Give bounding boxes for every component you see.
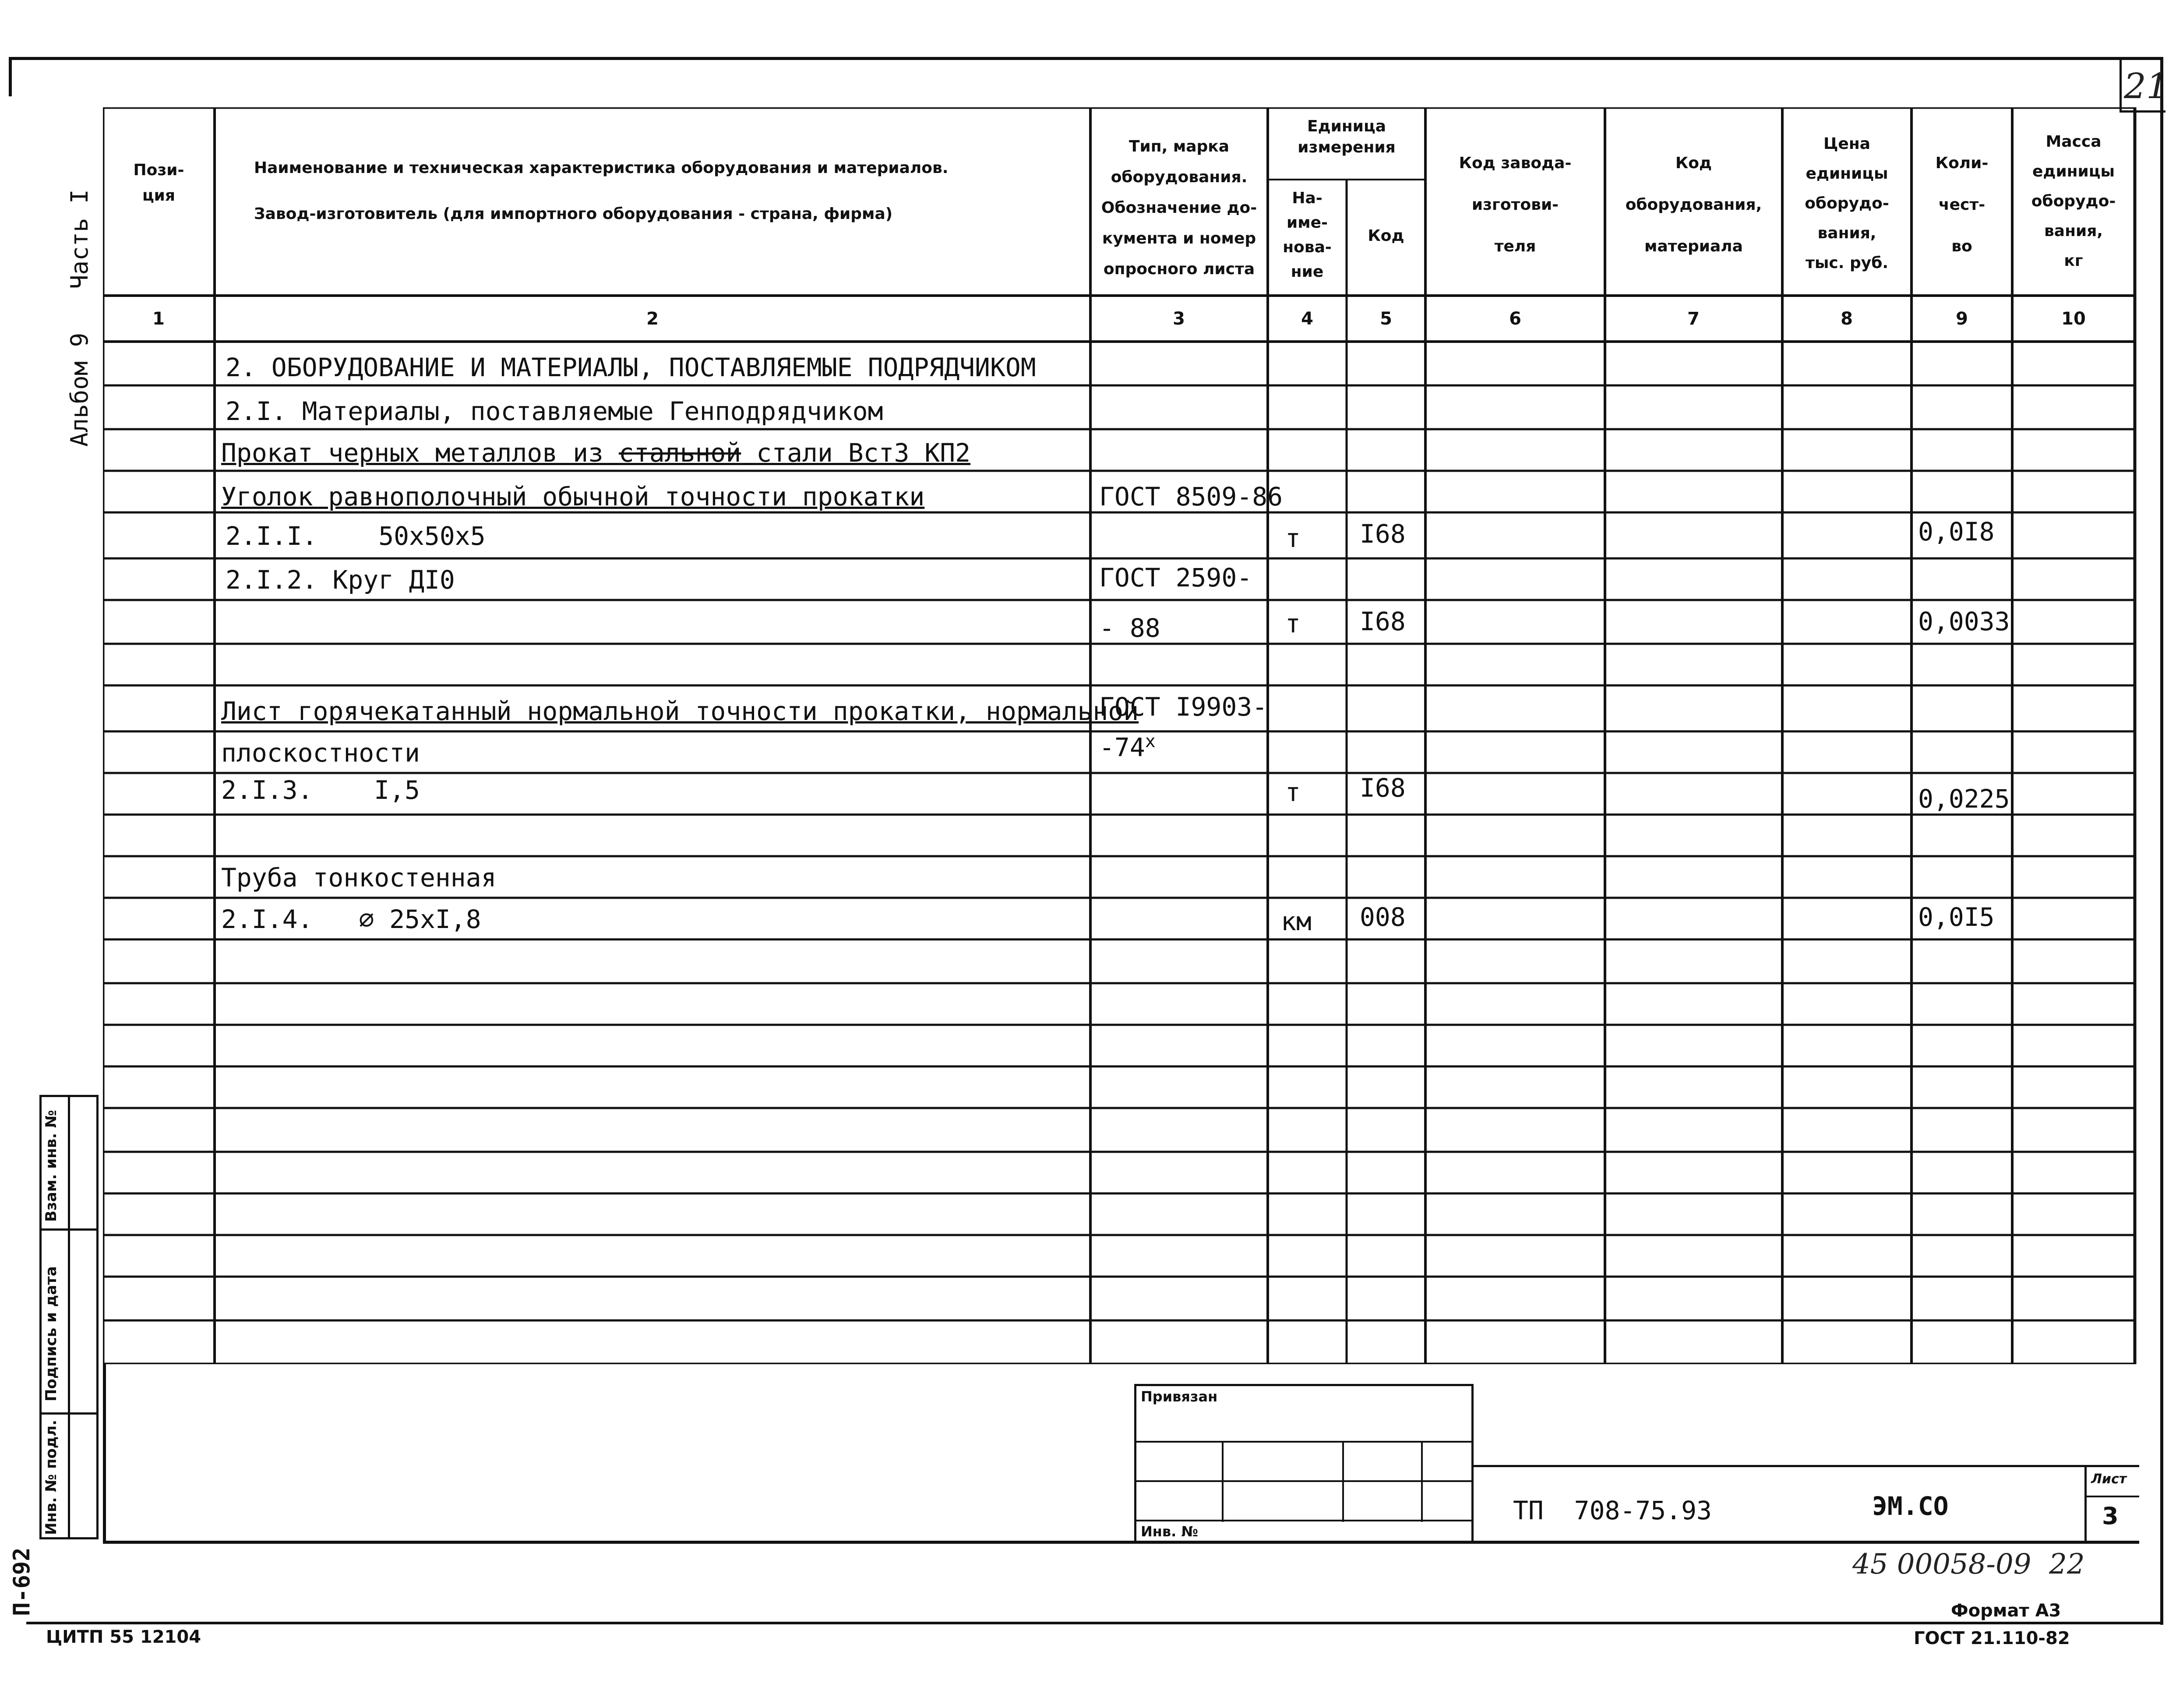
vzam-inv-label: Взам. инв. №: [42, 1110, 60, 1222]
header-name-line2: Завод-изготовитель (для импортного оборудования - страна, фирма): [254, 205, 893, 223]
frame-top: [9, 57, 2163, 60]
header-unit-name: На- име- нова- ние: [1283, 189, 1332, 281]
privyazan-block: [1134, 1384, 1474, 1544]
handwritten-number: 45 00058-09 22: [1852, 1548, 2085, 1581]
column-number: 9: [1956, 309, 1968, 329]
row-name: плоскостности: [221, 738, 420, 768]
row-type: - 88: [1099, 613, 1160, 643]
cipher-code: ЦИТП 55 12104: [46, 1627, 201, 1647]
row-name: Уголок равнополочный обычной точности прокатки: [221, 482, 925, 512]
inv-podl-label: Инв. № подл.: [42, 1419, 60, 1535]
row-name: 2.I.2. Круг ДI0: [226, 565, 455, 595]
list-label: Лист: [2091, 1472, 2127, 1487]
column-number: 1: [152, 309, 165, 329]
row-name: 2.I.4. ∅ 25xI,8: [221, 904, 481, 934]
row-qty: 0,0225: [1918, 784, 2010, 814]
podpis-data-label: Подпись и дата: [42, 1266, 60, 1401]
doc-code: ТП 708-75.93: [1513, 1496, 1712, 1525]
column-number: 8: [1841, 309, 1853, 329]
inv-no-label: Инв. №: [1141, 1523, 1198, 1540]
column-number: 4: [1301, 309, 1313, 329]
row-name-struck: стальной: [618, 438, 741, 468]
row-unit: т: [1285, 777, 1301, 807]
album-label: Альбом 9: [66, 332, 93, 447]
column-number: 3: [1173, 309, 1185, 329]
sheet-corner-number: 21: [2124, 66, 2169, 106]
frame-bottom: [26, 1622, 2163, 1624]
row-unit: т: [1285, 523, 1301, 553]
frame-left: [9, 57, 12, 96]
row-name: [221, 438, 970, 468]
header-unit-group: Единица измерения: [1298, 117, 1396, 156]
header-price: Цена единицы оборудо- вания, тыс. руб.: [1805, 135, 1889, 272]
row-code: I68: [1360, 607, 1406, 636]
row-code: I68: [1360, 519, 1406, 549]
column-number: 7: [1687, 309, 1700, 329]
row-code: I68: [1360, 773, 1406, 803]
row-name: Труба тонкостенная: [221, 863, 497, 893]
privyazan-label: Привязан: [1141, 1388, 1218, 1405]
header-mass: Масса единицы оборудо- вания, кг: [2031, 133, 2116, 270]
row-qty: 0,0I8: [1918, 517, 1995, 547]
row-qty: 0,0I5: [1918, 902, 1995, 932]
row-name: 2.I.3. I,5: [221, 775, 420, 805]
row-unit: т: [1285, 609, 1301, 639]
header-plant-code: Код завода- изготови- теля: [1459, 154, 1572, 255]
part-label: Часть I: [66, 189, 93, 289]
row-name: 2.I. Материалы, поставляемые Генподрядчиком: [226, 396, 883, 426]
row-name: 2.I.I. 50x50x5: [226, 521, 486, 551]
row-code: 008: [1360, 902, 1406, 932]
list-number: 3: [2102, 1502, 2119, 1530]
row-type-sup: x: [1145, 731, 1156, 752]
spec-table: [103, 107, 2139, 1364]
row-type-main: -74: [1099, 732, 1145, 762]
header-type: Тип, марка оборудования. Обозначение до- кумента и номер опросного листа: [1101, 138, 1257, 278]
column-number: 10: [2061, 309, 2086, 329]
header-unit-code: Код: [1368, 227, 1404, 245]
header-position: Пози- ция: [133, 161, 184, 205]
row-unit: км: [1281, 907, 1312, 936]
doc-mark: ЭМ.СО: [1872, 1491, 1949, 1521]
header-quantity: Коли- чест- во: [1935, 154, 1989, 255]
row-type: ГОСТ 8509-86: [1099, 482, 1283, 512]
row-type: ГОСТ I9903-: [1099, 692, 1268, 722]
column-number: 6: [1509, 309, 1521, 329]
row-name-tail: стали Вст3 КП2: [756, 438, 971, 468]
header-name-line1: Наименование и техническая характеристика оборудования и материалов.: [254, 159, 949, 177]
left-code: П-692: [9, 1547, 35, 1616]
format-label: Формат А3: [1951, 1601, 2061, 1621]
row-name: Лист горячекатанный нормальной точности прокатки, нормальной: [221, 696, 1139, 726]
frame-right: [2160, 57, 2163, 1625]
gost-label: ГОСТ 21.110-82: [1914, 1628, 2070, 1648]
row-name-part: Прокат черных металлов из: [221, 438, 603, 468]
row-type: [1099, 731, 1156, 762]
header-material-code: Код оборудования, материала: [1625, 154, 1762, 255]
row-type: ГОСТ 2590-: [1099, 563, 1252, 593]
row-qty: 0,0033: [1918, 607, 2010, 636]
column-number: 2: [646, 309, 659, 329]
row-name: 2. ОБОРУДОВАНИЕ И МАТЕРИАЛЫ, ПОСТАВЛЯЕМЫЕ ПОДРЯДЧИКОМ: [226, 353, 1036, 382]
column-number: 5: [1380, 309, 1392, 329]
